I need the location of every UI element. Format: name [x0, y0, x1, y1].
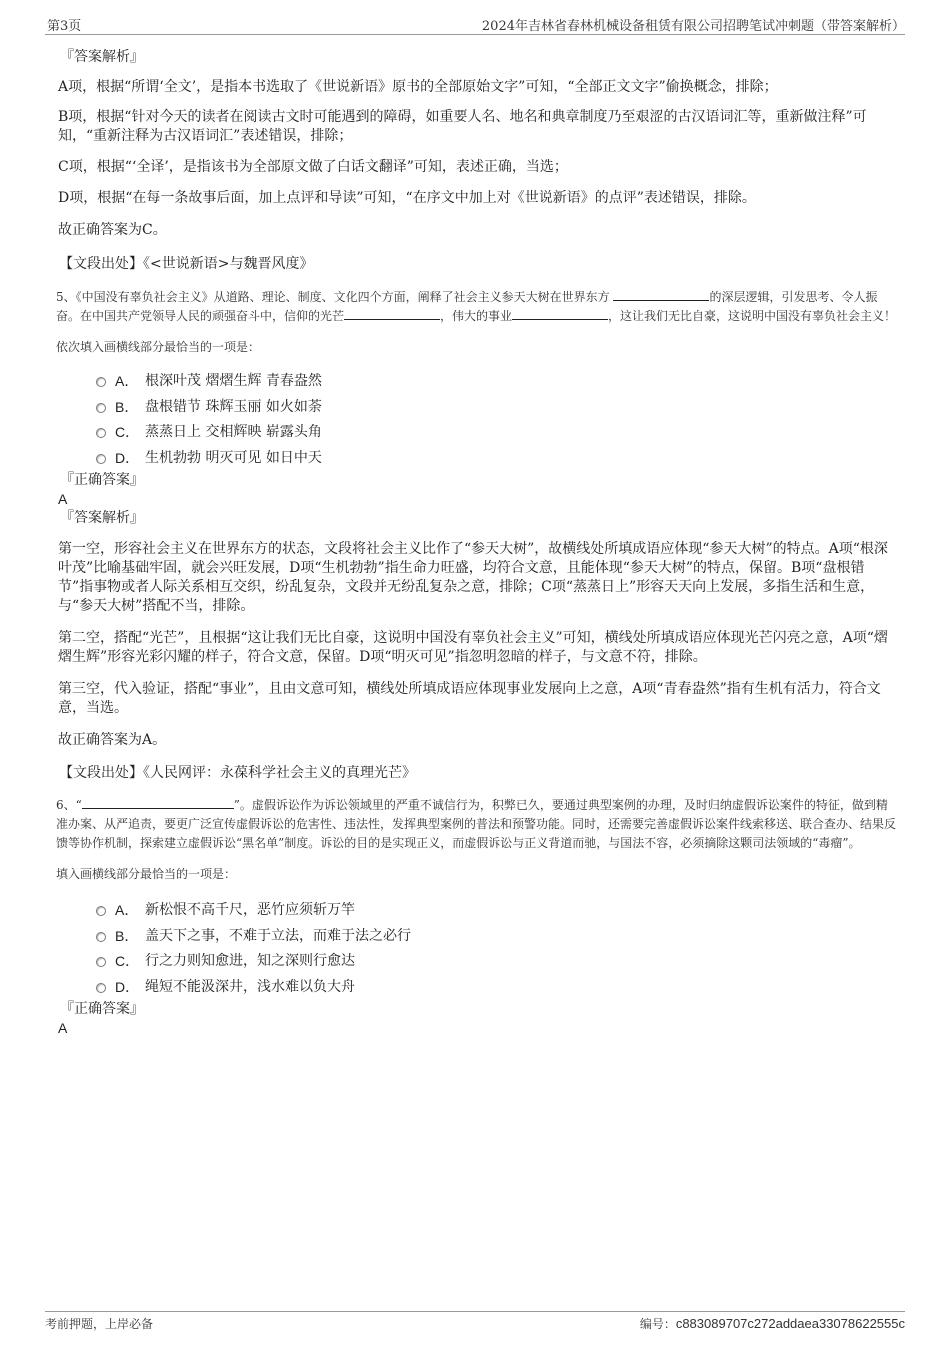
q5-stem-part-1: 5、《中国没有辜负社会主义》从道路、理论、制度、文化四个方面，阐释了社会主义参天大树在世界东方 [56, 290, 610, 304]
q6-stem [56, 796, 898, 853]
page-number: 第3页 [47, 19, 82, 34]
q5-prompt: 依次填入画横线部分最恰当的一项是： [56, 340, 261, 354]
option-text: 绳短不能汲深井，浅水难以负大舟 [145, 978, 355, 995]
q5-blank-1 [613, 289, 709, 301]
q5-stem-part-4: ，这让我们无比自豪，这说明中国没有辜负社会主义！ [608, 309, 897, 323]
option-text: 蒸蒸日上 交相辉映 崭露头角 [145, 424, 322, 440]
q4-analysis-heading: 『答案解析』 [60, 49, 144, 65]
q5-correct-answer: A [58, 491, 68, 507]
page-header [45, 13, 905, 35]
q6-option-d[interactable] [96, 975, 898, 1001]
q5-stem [56, 288, 898, 326]
q5-blank-2 [344, 308, 440, 320]
q6-option-b[interactable] [96, 924, 898, 950]
q5-option-a[interactable] [96, 369, 898, 395]
q4-conclusion: 故正确答案为C。 [58, 222, 167, 238]
page-footer [45, 1311, 905, 1335]
q6-correct-heading: 『正确答案』 [60, 1001, 144, 1017]
option-key: B． [115, 927, 139, 944]
q6-blank [82, 797, 234, 809]
q5-analysis-blank-3: 第三空，代入验证，搭配“事业”，且由文意可知，横线处所填成语应体现事业发展向上之意，A项“青春盎然”指有生机有活力，符合文意，当选。 [58, 681, 881, 716]
q6-stem-part-1: 6、“ [56, 798, 82, 812]
radio-icon[interactable] [96, 428, 106, 438]
document-serial [640, 1315, 905, 1332]
q6-option-c[interactable] [96, 949, 898, 975]
q4-analysis-d: D项，根据“在每一条故事后面，加上点评和导读”可知，“在序文中加上对《世说新语》的点评”表述错误，排除。 [58, 190, 756, 206]
q5-conclusion: 故正确答案为A。 [58, 732, 167, 748]
option-key: B． [115, 398, 139, 415]
serial-label: 编号： [639, 1317, 676, 1331]
serial-code: c883089707c272addaea33078622555c [675, 1316, 905, 1331]
option-key: D． [115, 449, 140, 466]
option-text: 盘根错节 珠辉玉丽 如火如荼 [145, 398, 322, 415]
option-text: 行之力则知愈进，知之深则行愈达 [145, 953, 355, 969]
q5-analysis-blank-2: 第二空，搭配“光芒”，且根据“这让我们无比自豪，这说明中国没有辜负社会主义”可知，横线处所填成语应体现光芒闪亮之意，A项“熠熠生辉”形容光彩闪耀的样子，符合文意，保留。D项“明灭可见”指忽明忽暗的样子，与文意不符，排除。 [58, 630, 888, 665]
option-key: C． [115, 424, 140, 440]
q5-option-c[interactable] [96, 420, 898, 446]
q4-analysis-b: B项，根据“针对今天的读者在阅读古文时可能遇到的障碍，如重要人名、地名和典章制度乃至艰涩的古汉语词汇等，重新做注释”可知，“重新注释为古汉语词汇”表述错误，排除； [58, 109, 867, 144]
q5-stem-part-3: ，伟大的事业 [440, 309, 513, 323]
radio-icon[interactable] [96, 454, 106, 464]
q5-option-d[interactable] [96, 446, 898, 472]
radio-icon[interactable] [96, 957, 106, 967]
q5-analysis-blank-1: 第一空，形容社会主义在世界东方的状态，文段将社会主义比作了“参天大树”，故横线处所填成语应体现“参天大树”的特点。A项“根深叶茂”比喻基础牢固，就会兴旺发展，D项“生机勃勃”指生命力旺盛，均符合文意，且能体现“参天大树”的特点，保留。B项“盘根错节”指事物或者人际关系相互交织，纷乱复杂，文段并无纷乱复杂之意，排除；C项“蒸蒸日上”形容天天向上发展，多指生活和生意，与“参天大树”搭配不当，排除。 [58, 541, 888, 614]
radio-icon[interactable] [96, 403, 106, 413]
q4-source: 【文段出处】《<世说新语>与魏晋风度》 [59, 256, 314, 272]
option-text: 盖天下之事，不难于立法，而难于法之必行 [145, 927, 411, 944]
q6-stem-part-2: ”。虚假诉讼作为诉讼领域里的严重不诚信行为，积弊已久，要通过典型案例的办理，及时归纳虚假诉讼案件的特征，做到精准办案、从严追责，要更广泛宣传虚假诉讼的危害性、违法性，发挥典型案例的普法和预警功能。同时，还需要完善虚假诉讼案件线索移送、联合查办、结果反馈等协作机制，探索建立虚假诉讼“黑名单”制度。诉讼的目的是实现正义，而虚假诉讼与正义背道而驰，与国法不容，必须摘除这颗司法领域的“毒瘤”。 [56, 798, 897, 850]
q6-option-a[interactable] [96, 898, 898, 924]
q6-correct-answer: A [58, 1020, 68, 1036]
option-text: 根深叶茂 熠熠生辉 青春盎然 [145, 373, 322, 389]
option-key: C． [115, 953, 140, 969]
q5-options [96, 369, 898, 471]
footer-note: 考前押题，上岸必备 [45, 1317, 154, 1331]
q5-stem-part-2: 的深层逻辑，引发思考、令人振奋。在中国共产党领导人民的顽强奋斗中，信仰的光芒 [56, 290, 878, 323]
q5-analysis-heading: 『答案解析』 [60, 510, 144, 526]
q5-correct-heading: 『正确答案』 [60, 472, 144, 488]
document-title: 2024年吉林省春林机械设备租赁有限公司招聘笔试冲刺题（带答案解析） [481, 19, 905, 34]
q4-analysis-a: A项，根据“所谓‘全文’，是指本书选取了《世说新语》原书的全部原始文字”可知，“全部正文文字”偷换概念，排除； [58, 79, 778, 95]
q5-source: 【文段出处】《人民网评：永葆科学社会主义的真理光芒》 [59, 765, 416, 781]
q6-prompt: 填入画横线部分最恰当的一项是： [56, 867, 237, 881]
q5-option-b[interactable] [96, 395, 898, 421]
radio-icon[interactable] [96, 983, 106, 993]
page-content [56, 48, 898, 1038]
q4-analysis-c: C项，根据“‘全译’，是指该书为全部原文做了白话文翻译”可知，表述正确，当选； [58, 159, 568, 175]
radio-icon[interactable] [96, 377, 106, 387]
q6-options [96, 898, 898, 1000]
q5-blank-3 [512, 308, 608, 320]
option-key: A． [115, 902, 139, 918]
option-text: 新松恨不高千尺，恶竹应须斩万竿 [145, 902, 355, 918]
radio-icon[interactable] [96, 932, 106, 942]
option-key: D． [115, 978, 140, 995]
radio-icon[interactable] [96, 906, 106, 916]
option-text: 生机勃勃 明灭可见 如日中天 [145, 449, 322, 466]
option-key: A． [115, 373, 139, 389]
